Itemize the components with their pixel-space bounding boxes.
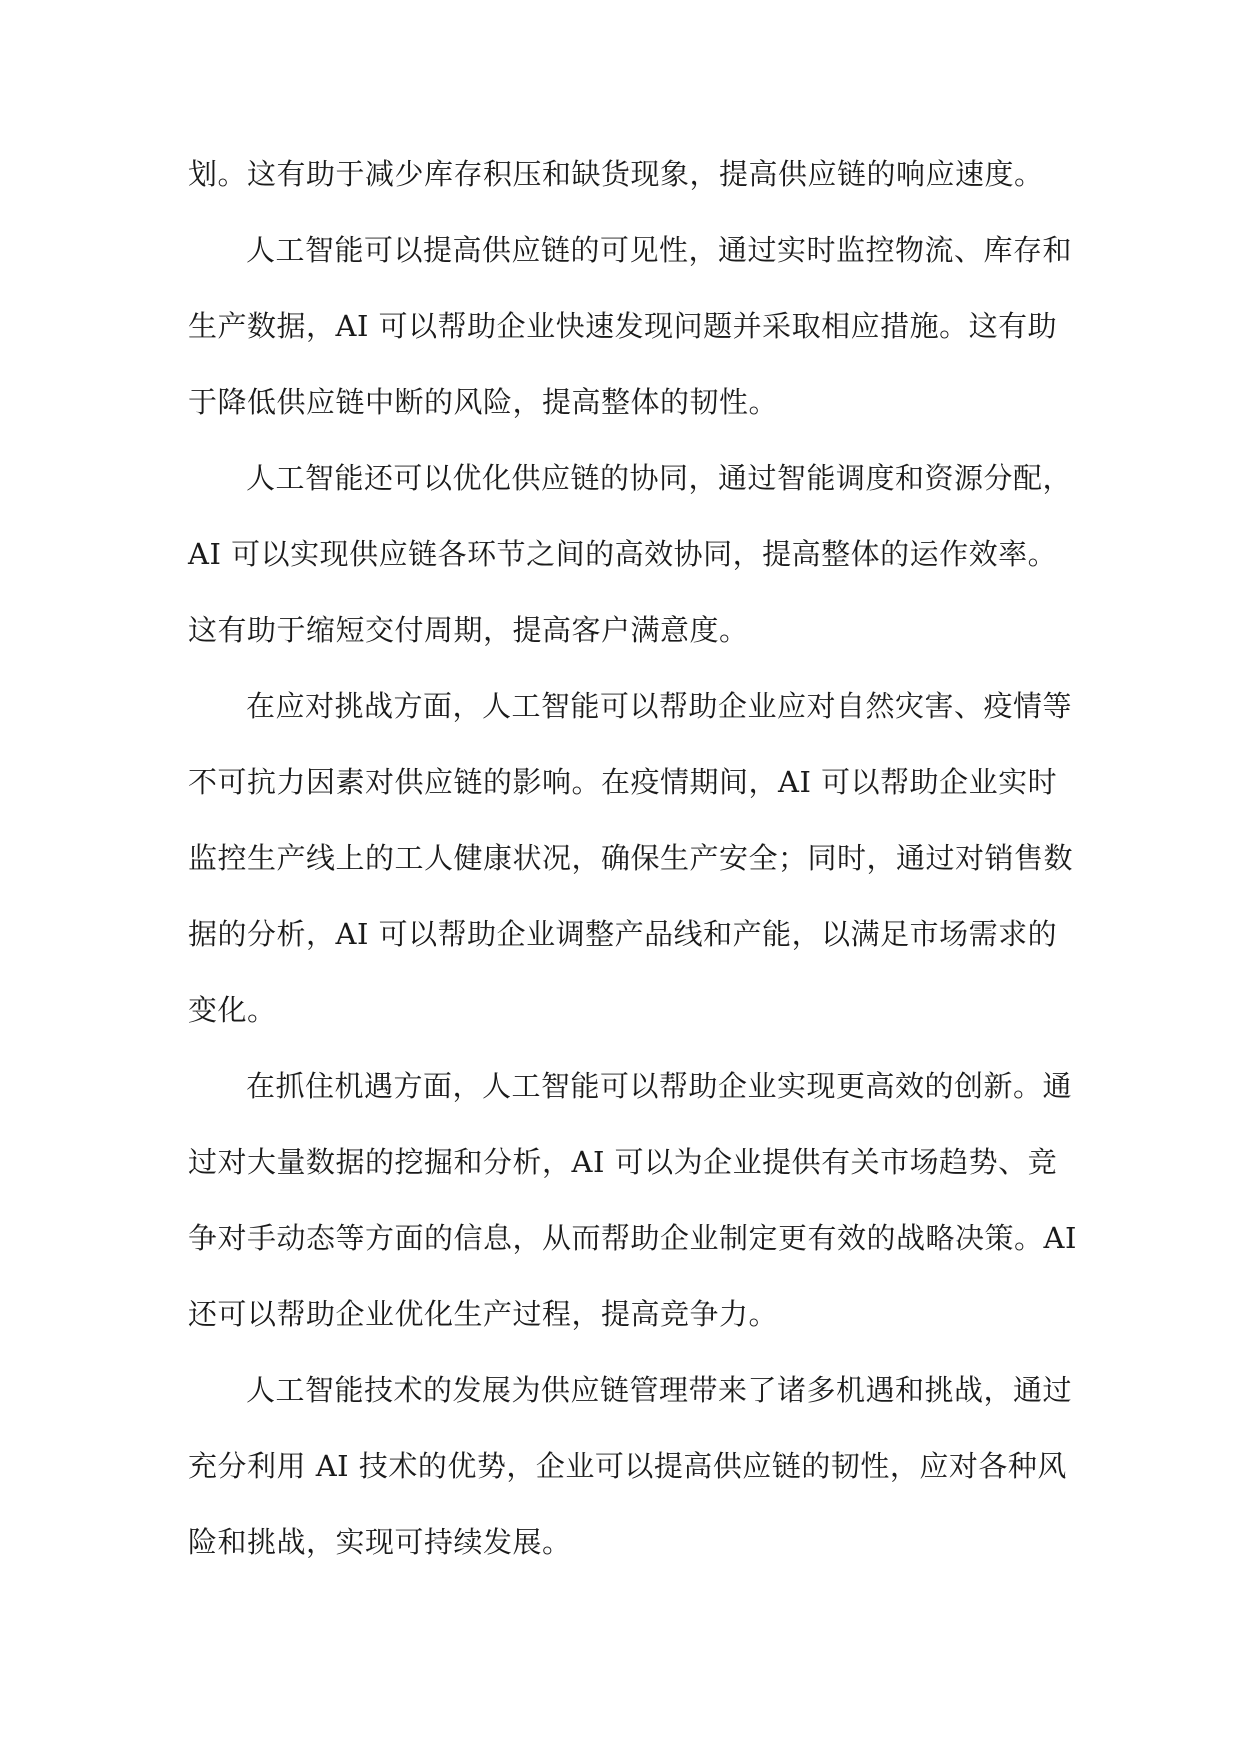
- body-text: [188, 136, 1077, 1580]
- text-line: 险和挑战，实现可持续发展。: [188, 1525, 572, 1559]
- text-line: 在应对挑战方面，人工智能可以帮助企业应对自然灾害、疫情等: [246, 689, 1073, 723]
- text-line: 生产数据，AI 可以帮助企业快速发现问题并采取相应措施。这有助: [188, 309, 1058, 343]
- text-line: 据的分析，AI 可以帮助企业调整产品线和产能，以满足市场需求的: [188, 917, 1058, 951]
- text-line: AI 可以实现供应链各环节之间的高效协同，提高整体的运作效率。: [188, 537, 1058, 571]
- text-line: 于降低供应链中断的风险，提高整体的韧性。: [188, 385, 779, 419]
- text-line: 不可抗力因素对供应链的影响。在疫情期间，AI 可以帮助企业实时: [188, 765, 1058, 799]
- text-line: 还可以帮助企业优化生产过程，提高竞争力。: [188, 1297, 779, 1331]
- text-line: 划。这有助于减少库存积压和缺货现象，提高供应链的响应速度。: [188, 157, 1044, 191]
- text-line: 监控生产线上的工人健康状况，确保生产安全；同时，通过对销售数: [188, 841, 1074, 875]
- text-line: 过对大量数据的挖掘和分析，AI 可以为企业提供有关市场趋势、竞: [188, 1145, 1058, 1179]
- text-line: 人工智能可以提高供应链的可见性，通过实时监控物流、库存和: [246, 233, 1073, 267]
- text-line: 在抓住机遇方面，人工智能可以帮助企业实现更高效的创新。通: [246, 1069, 1073, 1103]
- text-line: 人工智能技术的发展为供应链管理带来了诸多机遇和挑战，通过: [246, 1373, 1073, 1407]
- text-line: 人工智能还可以优化供应链的协同，通过智能调度和资源分配，: [246, 461, 1073, 495]
- text-line: 变化。: [188, 993, 277, 1027]
- text-line: 这有助于缩短交付周期，提高客户满意度。: [188, 613, 749, 647]
- text-line: 争对手动态等方面的信息，从而帮助企业制定更有效的战略决策。AI: [188, 1221, 1077, 1255]
- text-line: 充分利用 AI 技术的优势，企业可以提高供应链的韧性，应对各种风: [188, 1449, 1067, 1483]
